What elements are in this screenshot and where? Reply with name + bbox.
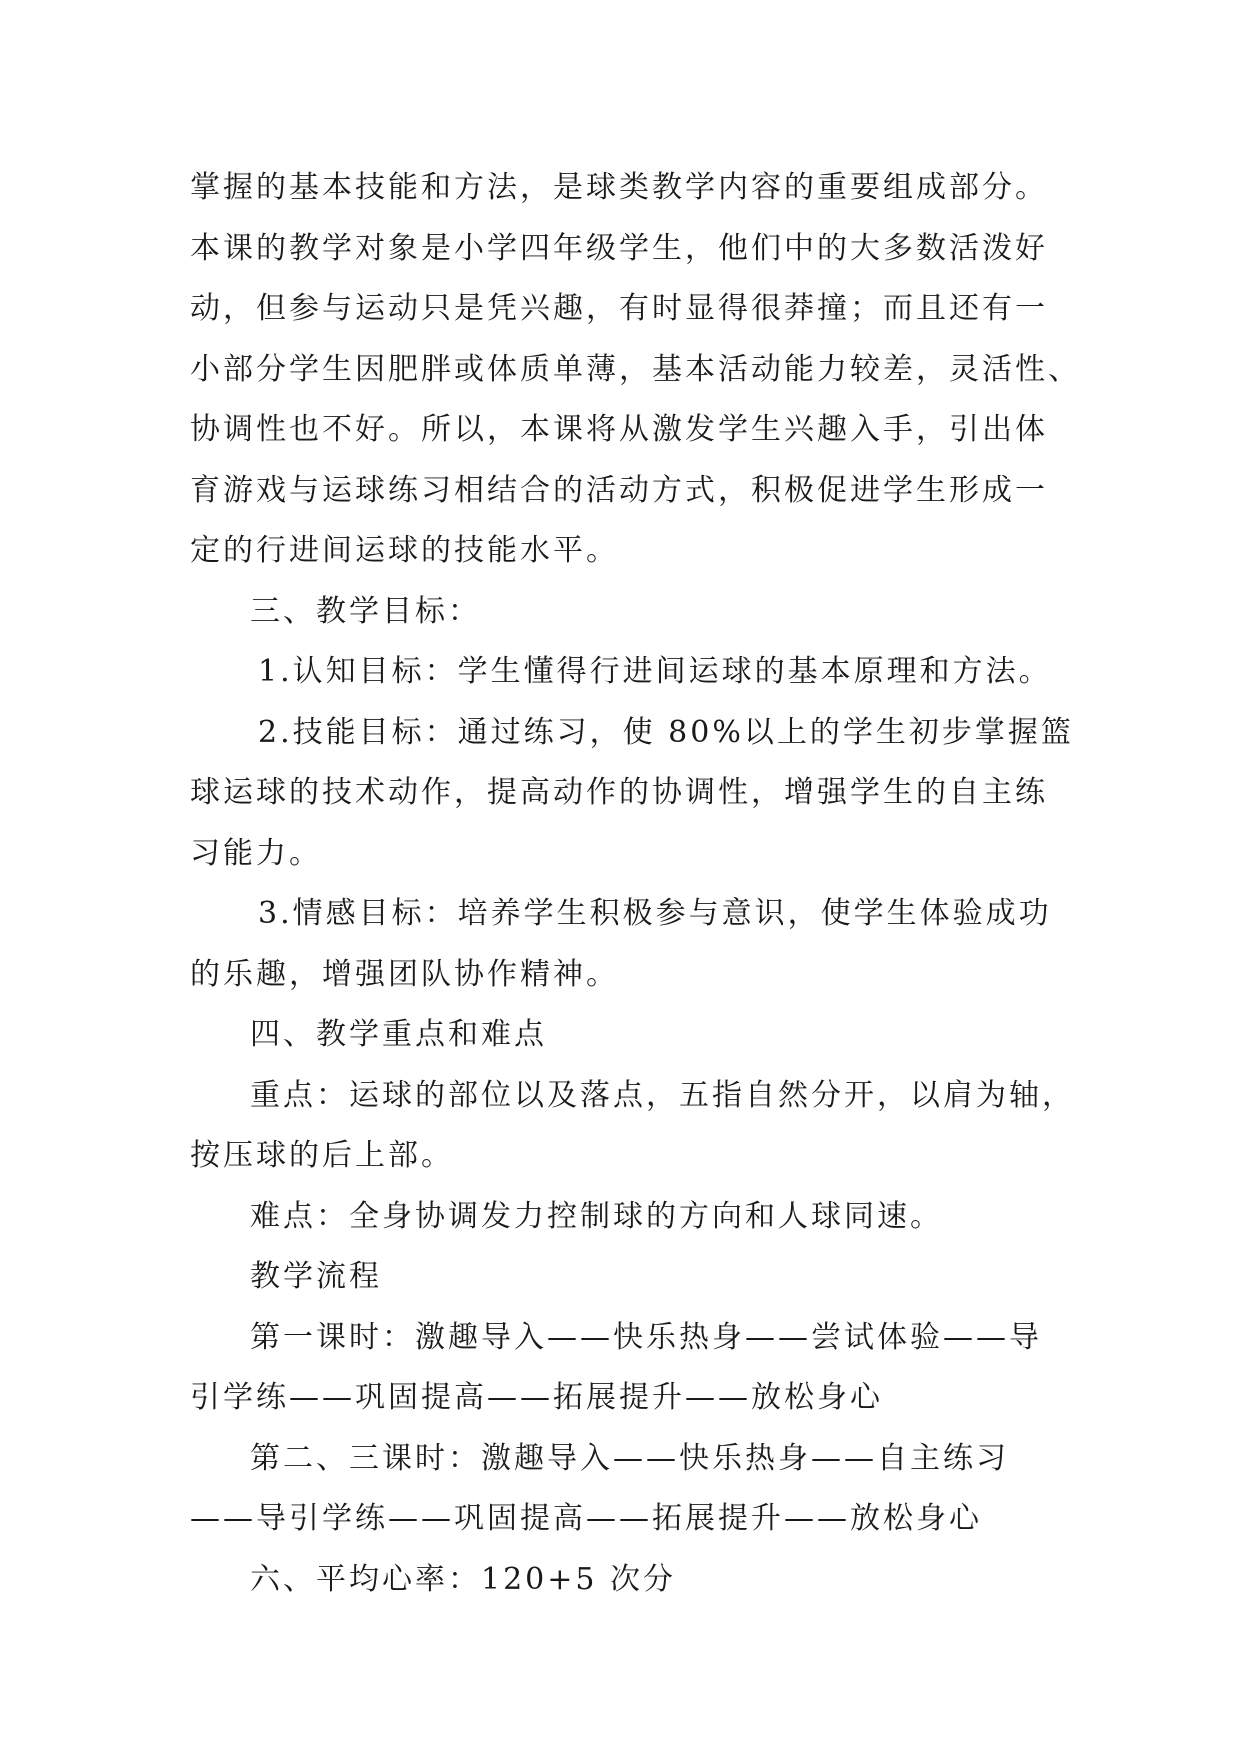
section-heading-key-points: 四、教学重点和难点 bbox=[250, 1017, 547, 1052]
text-line: 育游戏与运球练习相结合的活动方式，积极促进学生形成一 bbox=[190, 472, 1048, 508]
text-line: 掌握的基本技能和方法，是球类教学内容的重要组成部分。 bbox=[190, 170, 1048, 205]
text-line: 引学练——巩固提高——拓展提升——放松身心 bbox=[190, 1380, 883, 1415]
text-line: 的乐趣，增强团队协作精神。 bbox=[190, 956, 619, 992]
text-line: 本课的教学对象是小学四年级学生，他们中的大多数活泼好 bbox=[190, 230, 1048, 266]
text-line: 习能力。 bbox=[190, 835, 322, 871]
text-line: ——导引学练——巩固提高——拓展提升——放松身心 bbox=[190, 1501, 982, 1536]
difficulty-point: 难点：全身协调发力控制球的方向和人球同速。 bbox=[250, 1198, 943, 1234]
lesson-two-three-flow: 第二、三课时：激趣导入——快乐热身——自主练习 bbox=[250, 1440, 1009, 1476]
text-line: 定的行进间运球的技能水平。 bbox=[190, 533, 619, 568]
text-line: 球运球的技术动作，提高动作的协调性，增强学生的自主练 bbox=[190, 775, 1048, 810]
text-line: 协调性也不好。所以，本课将从激发学生兴趣入手，引出体 bbox=[190, 412, 1048, 447]
lesson-one-flow: 第一课时：激趣导入——快乐热身——尝试体验——导 bbox=[250, 1319, 1042, 1355]
text-line: 动，但参与运动只是凭兴趣，有时显得很莽撞；而且还有一 bbox=[190, 291, 1048, 326]
objective-cognitive: 1.认知目标：学生懂得行进间运球的基本原理和方法。 bbox=[258, 654, 1052, 689]
objective-emotional: 3.情感目标：培养学生积极参与意识，使学生体验成功 bbox=[258, 896, 1052, 931]
section-heading-teaching-flow: 教学流程 bbox=[250, 1259, 382, 1294]
text-line: 小部分学生因肥胖或体质单薄，基本活动能力较差，灵活性、 bbox=[190, 351, 1081, 387]
objective-skill: 2.技能目标：通过练习，使 80%以上的学生初步掌握篮 bbox=[258, 714, 1074, 750]
document-body bbox=[190, 158, 1081, 1610]
section-heading-objectives: 三、教学目标： bbox=[250, 593, 481, 629]
section-heading-heart-rate: 六、平均心率：120+5 次分 bbox=[250, 1561, 677, 1597]
key-point: 重点：运球的部位以及落点，五指自然分开，以肩为轴， bbox=[250, 1077, 1075, 1113]
text-line: 按压球的后上部。 bbox=[190, 1138, 454, 1173]
